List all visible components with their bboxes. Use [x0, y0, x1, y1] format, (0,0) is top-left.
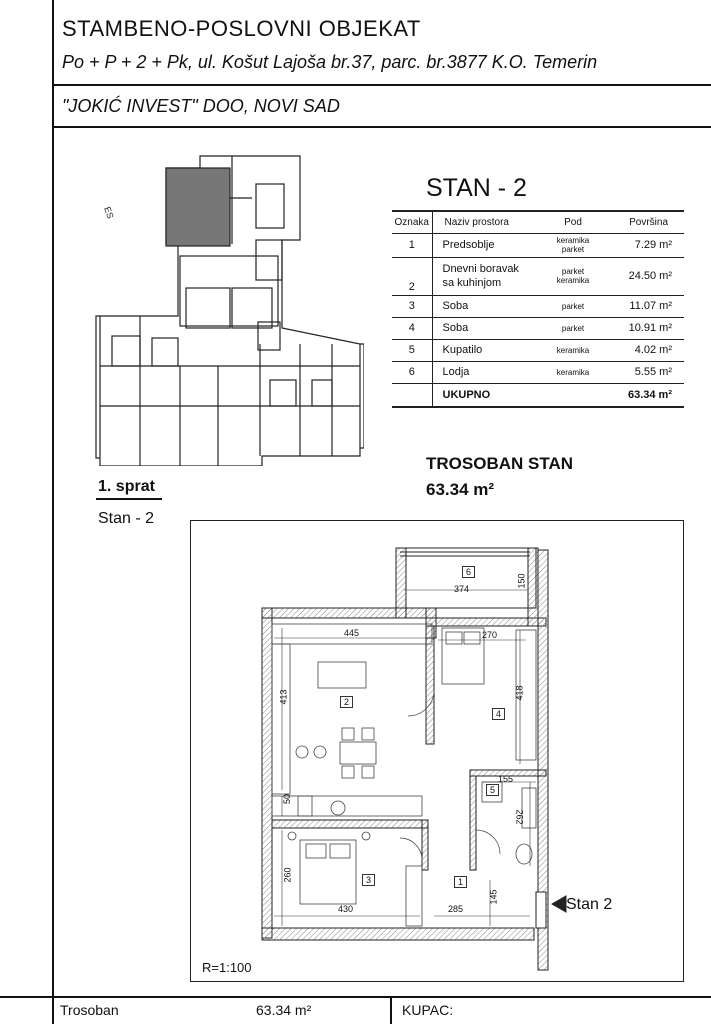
table-total-row — [392, 383, 684, 407]
svg-text:ES: ES — [102, 205, 116, 220]
plan-labels — [190, 520, 684, 982]
room-id: 5 — [392, 339, 432, 361]
table-row — [392, 233, 684, 257]
investor-name: "JOKIĆ INVEST" DOO, NOVI SAD — [62, 96, 340, 116]
room-number: 4 — [492, 708, 505, 720]
column-header: Naziv prostora — [432, 211, 544, 233]
total-label: UKUPNO — [432, 383, 544, 407]
table-row — [392, 257, 684, 295]
table-header-row — [392, 211, 684, 233]
dim-label: 285 — [448, 904, 464, 914]
scale-label: R=1:100 — [202, 960, 252, 975]
room-floor: keramika parket — [544, 233, 602, 257]
dim-label: 262 — [514, 809, 525, 825]
table-row — [392, 339, 684, 361]
room-name: Soba — [432, 317, 544, 339]
footer-unit-area: 63.34 m² — [256, 1002, 312, 1018]
footer-unit-type: Trosoban — [60, 1002, 119, 1018]
room-id: 4 — [392, 317, 432, 339]
dim-label: 155 — [498, 774, 514, 784]
dim-label: 413 — [278, 689, 289, 705]
dim-label: 50 — [282, 793, 293, 805]
room-floor: parket — [544, 317, 602, 339]
table-row — [392, 361, 684, 383]
unit-title: STAN - 2 — [426, 174, 527, 202]
room-area: 5.55 m² — [602, 361, 684, 383]
room-number: 1 — [454, 876, 467, 888]
room-name: Kupatilo — [432, 339, 544, 361]
room-floor: keramika — [544, 361, 602, 383]
table-row — [392, 295, 684, 317]
dim-label: 260 — [282, 867, 293, 883]
document-subtitle: Po + P + 2 + Pk, ul. Košut Lajoša br.37, parc. br.3877 K.O. Temerin — [62, 52, 598, 72]
unit-label: Stan - 2 — [98, 510, 155, 527]
unit-type: TROSOBAN STAN — [426, 454, 574, 473]
room-id: 6 — [392, 361, 432, 383]
room-area: 11.07 m² — [602, 295, 684, 317]
room-floor: parket — [544, 295, 602, 317]
dim-label: 374 — [454, 584, 470, 594]
room-area: 10.91 m² — [602, 317, 684, 339]
column-header: Oznaka — [392, 211, 432, 233]
rooms-table — [392, 210, 684, 408]
room-number: 2 — [340, 696, 353, 708]
entrance-label: Stan 2 — [566, 896, 613, 913]
dim-label: 150 — [516, 573, 527, 589]
unit-area: 63.34 m² — [426, 480, 495, 499]
floor-key-plan — [92, 148, 364, 466]
floor-label: 1. sprat — [98, 478, 155, 495]
room-number: 6 — [462, 566, 475, 578]
room-name: Dnevni boravak sa kuhinjom — [432, 257, 544, 295]
floor-label-underline — [96, 498, 162, 500]
room-area: 24.50 m² — [602, 257, 684, 295]
table-row — [392, 317, 684, 339]
dim-label: 145 — [488, 889, 499, 905]
total-id — [392, 383, 432, 407]
room-number: 5 — [486, 784, 499, 796]
footer-buyer-label: KUPAC: — [402, 1002, 454, 1018]
room-floor: parket keramika — [544, 257, 602, 295]
column-header: Površina — [602, 211, 684, 233]
room-name: Lodja — [432, 361, 544, 383]
document-title: STAMBENO-POSLOVNI OBJEKAT — [62, 16, 421, 41]
dim-label: 445 — [344, 628, 360, 638]
room-id: 2 — [392, 257, 432, 295]
header-divider — [52, 126, 711, 128]
dim-label: 430 — [338, 904, 354, 914]
room-floor: keramika — [544, 339, 602, 361]
dim-label: 270 — [482, 630, 498, 640]
column-header: Pod — [544, 211, 602, 233]
dim-label: 418 — [514, 685, 525, 701]
room-name: Predsoblje — [432, 233, 544, 257]
room-area: 4.02 m² — [602, 339, 684, 361]
room-name: Soba — [432, 295, 544, 317]
total-floor — [544, 383, 602, 407]
room-id: 1 — [392, 233, 432, 257]
total-area: 63.34 m² — [602, 383, 684, 407]
footer-divider — [390, 996, 392, 1024]
room-number: 3 — [362, 874, 375, 886]
room-area: 7.29 m² — [602, 233, 684, 257]
header-divider — [52, 84, 711, 86]
room-id: 3 — [392, 295, 432, 317]
